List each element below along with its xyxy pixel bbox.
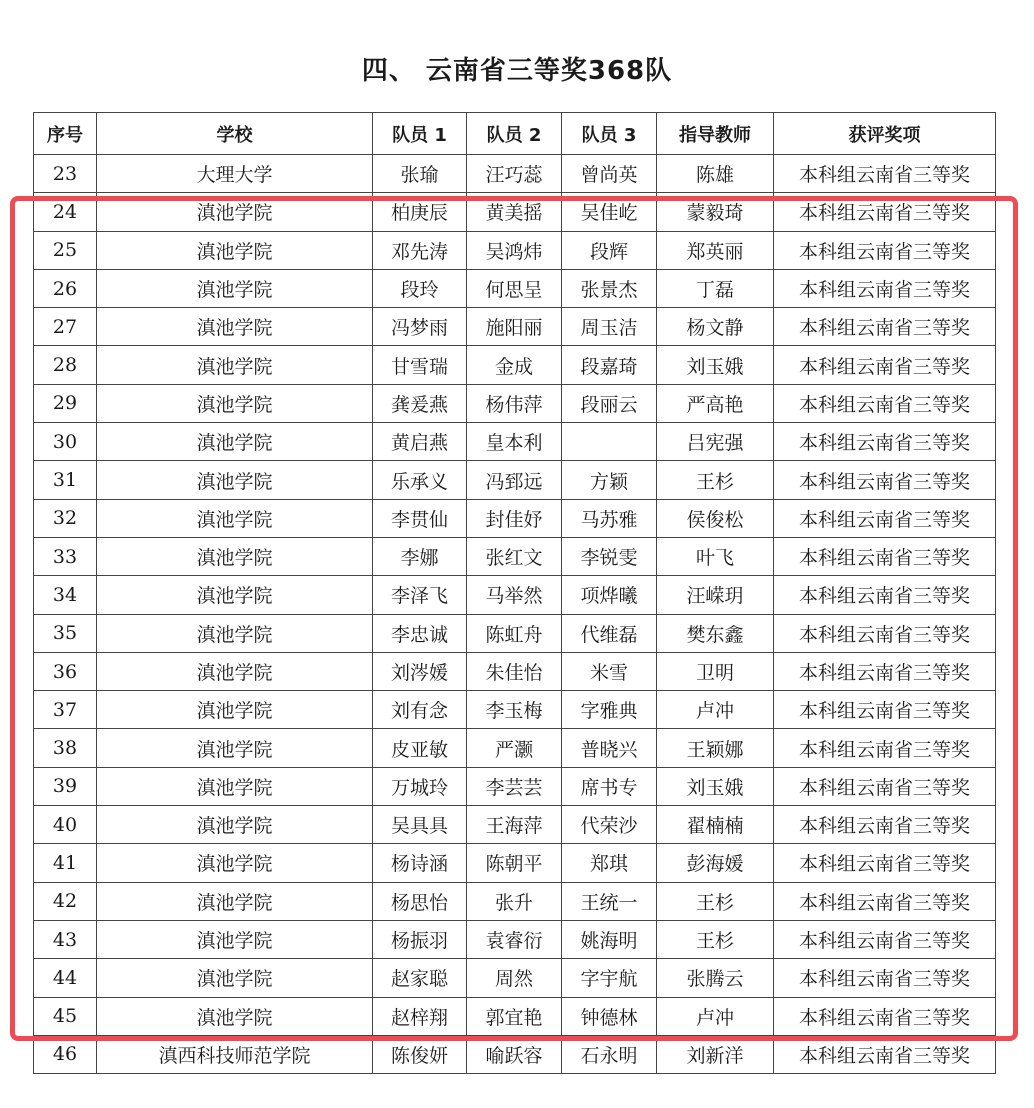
cell-index: 46 — [34, 1035, 97, 1073]
table-row — [34, 461, 996, 499]
cell-advisor: 彭海媛 — [657, 844, 774, 882]
cell-school: 滇池学院 — [97, 193, 373, 231]
cell-advisor: 王杉 — [657, 461, 774, 499]
cell-award: 本科组云南省三等奖 — [774, 767, 996, 805]
cell-member-3: 米雪 — [562, 652, 657, 690]
cell-member-2: 金成 — [467, 346, 562, 384]
cell-award: 本科组云南省三等奖 — [774, 920, 996, 958]
table-row — [34, 806, 996, 844]
cell-award: 本科组云南省三等奖 — [774, 729, 996, 767]
cell-index: 33 — [34, 537, 97, 575]
table-row — [34, 346, 996, 384]
table-row — [34, 423, 996, 461]
cell-advisor: 翟楠楠 — [657, 806, 774, 844]
cell-member-2: 严灏 — [467, 729, 562, 767]
cell-member-1: 冯梦雨 — [373, 308, 467, 346]
cell-award: 本科组云南省三等奖 — [774, 652, 996, 690]
cell-advisor: 卫明 — [657, 652, 774, 690]
cell-member-3: 郑琪 — [562, 844, 657, 882]
cell-member-3: 李锐雯 — [562, 537, 657, 575]
cell-school: 滇池学院 — [97, 499, 373, 537]
cell-member-3 — [562, 423, 657, 461]
cell-advisor: 刘玉娥 — [657, 346, 774, 384]
cell-school: 滇池学院 — [97, 423, 373, 461]
cell-index: 32 — [34, 499, 97, 537]
cell-school: 滇池学院 — [97, 997, 373, 1035]
header-member-2: 队员 2 — [467, 113, 562, 155]
cell-member-2: 陈朝平 — [467, 844, 562, 882]
cell-school: 滇池学院 — [97, 767, 373, 805]
cell-index: 23 — [34, 155, 97, 193]
cell-index: 36 — [34, 652, 97, 690]
table-row — [34, 499, 996, 537]
header-award: 获评奖项 — [774, 113, 996, 155]
cell-award: 本科组云南省三等奖 — [774, 269, 996, 307]
cell-school: 滇池学院 — [97, 308, 373, 346]
cell-member-2: 朱佳怡 — [467, 652, 562, 690]
cell-index: 26 — [34, 269, 97, 307]
cell-member-2: 吴鸿炜 — [467, 231, 562, 269]
cell-member-3: 吴佳屹 — [562, 193, 657, 231]
cell-member-1: 柏庚辰 — [373, 193, 467, 231]
cell-index: 30 — [34, 423, 97, 461]
table-row — [34, 920, 996, 958]
cell-member-1: 杨诗涵 — [373, 844, 467, 882]
cell-award: 本科组云南省三等奖 — [774, 231, 996, 269]
cell-award: 本科组云南省三等奖 — [774, 997, 996, 1035]
cell-member-3: 代荣沙 — [562, 806, 657, 844]
cell-advisor: 严高艳 — [657, 384, 774, 422]
cell-member-1: 李贯仙 — [373, 499, 467, 537]
cell-index: 40 — [34, 806, 97, 844]
cell-index: 43 — [34, 920, 97, 958]
table-body — [34, 155, 996, 1074]
cell-advisor: 吕宪强 — [657, 423, 774, 461]
cell-index: 39 — [34, 767, 97, 805]
cell-award: 本科组云南省三等奖 — [774, 461, 996, 499]
table-row — [34, 844, 996, 882]
cell-member-3: 石永明 — [562, 1035, 657, 1073]
cell-advisor: 王杉 — [657, 882, 774, 920]
cell-member-1: 张瑜 — [373, 155, 467, 193]
cell-index: 29 — [34, 384, 97, 422]
cell-member-2: 施阳丽 — [467, 308, 562, 346]
table-row — [34, 576, 996, 614]
cell-advisor: 王颖娜 — [657, 729, 774, 767]
cell-award: 本科组云南省三等奖 — [774, 614, 996, 652]
cell-award: 本科组云南省三等奖 — [774, 346, 996, 384]
cell-school: 滇池学院 — [97, 882, 373, 920]
cell-award: 本科组云南省三等奖 — [774, 959, 996, 997]
cell-member-1: 皮亚敏 — [373, 729, 467, 767]
cell-member-2: 张红文 — [467, 537, 562, 575]
cell-school: 滇池学院 — [97, 652, 373, 690]
cell-member-1: 刘涔媛 — [373, 652, 467, 690]
page-title: 四、 云南省三等奖368队 — [361, 56, 673, 86]
cell-school: 滇池学院 — [97, 729, 373, 767]
cell-member-3: 字雅典 — [562, 691, 657, 729]
header-index: 序号 — [34, 113, 97, 155]
cell-member-2: 何思呈 — [467, 269, 562, 307]
cell-school: 滇池学院 — [97, 537, 373, 575]
cell-index: 42 — [34, 882, 97, 920]
cell-award: 本科组云南省三等奖 — [774, 537, 996, 575]
cell-school: 滇池学院 — [97, 461, 373, 499]
cell-member-3: 段丽云 — [562, 384, 657, 422]
cell-index: 44 — [34, 959, 97, 997]
cell-advisor: 樊东鑫 — [657, 614, 774, 652]
cell-advisor: 郑英丽 — [657, 231, 774, 269]
cell-school: 滇池学院 — [97, 576, 373, 614]
awards-table — [33, 112, 996, 1074]
table-row — [34, 959, 996, 997]
cell-member-1: 龚爰燕 — [373, 384, 467, 422]
header-advisor: 指导教师 — [657, 113, 774, 155]
cell-advisor: 刘新洋 — [657, 1035, 774, 1073]
cell-member-1: 赵梓翔 — [373, 997, 467, 1035]
cell-school: 滇池学院 — [97, 384, 373, 422]
cell-member-3: 钟德林 — [562, 997, 657, 1035]
table-row — [34, 155, 996, 193]
cell-member-1: 段玲 — [373, 269, 467, 307]
cell-index: 24 — [34, 193, 97, 231]
header-member-3: 队员 3 — [562, 113, 657, 155]
cell-member-3: 王统一 — [562, 882, 657, 920]
table-header-row — [34, 113, 996, 155]
cell-member-1: 乐承义 — [373, 461, 467, 499]
cell-member-2: 张升 — [467, 882, 562, 920]
table-row — [34, 193, 996, 231]
table-row — [34, 997, 996, 1035]
cell-index: 45 — [34, 997, 97, 1035]
cell-award: 本科组云南省三等奖 — [774, 806, 996, 844]
cell-member-1: 甘雪瑞 — [373, 346, 467, 384]
cell-award: 本科组云南省三等奖 — [774, 384, 996, 422]
table-row — [34, 269, 996, 307]
cell-award: 本科组云南省三等奖 — [774, 691, 996, 729]
cell-member-1: 赵家聪 — [373, 959, 467, 997]
table-row — [34, 384, 996, 422]
cell-member-2: 周然 — [467, 959, 562, 997]
cell-member-3: 段辉 — [562, 231, 657, 269]
cell-index: 27 — [34, 308, 97, 346]
cell-member-2: 王海萍 — [467, 806, 562, 844]
cell-school: 滇西科技师范学院 — [97, 1035, 373, 1073]
cell-member-3: 姚海明 — [562, 920, 657, 958]
cell-member-2: 封佳妤 — [467, 499, 562, 537]
cell-member-1: 黄启燕 — [373, 423, 467, 461]
cell-award: 本科组云南省三等奖 — [774, 882, 996, 920]
cell-member-3: 代维磊 — [562, 614, 657, 652]
cell-member-2: 汪巧蕊 — [467, 155, 562, 193]
cell-member-1: 吴具具 — [373, 806, 467, 844]
cell-school: 滇池学院 — [97, 844, 373, 882]
cell-member-2: 杨伟萍 — [467, 384, 562, 422]
cell-index: 25 — [34, 231, 97, 269]
header-member-1: 队员 1 — [373, 113, 467, 155]
cell-member-3: 席书专 — [562, 767, 657, 805]
cell-index: 41 — [34, 844, 97, 882]
cell-member-1: 李泽飞 — [373, 576, 467, 614]
cell-award: 本科组云南省三等奖 — [774, 576, 996, 614]
cell-index: 37 — [34, 691, 97, 729]
cell-school: 滇池学院 — [97, 231, 373, 269]
cell-member-3: 字宇航 — [562, 959, 657, 997]
cell-member-3: 项烨曦 — [562, 576, 657, 614]
cell-award: 本科组云南省三等奖 — [774, 193, 996, 231]
cell-member-3: 普晓兴 — [562, 729, 657, 767]
cell-advisor: 卢冲 — [657, 691, 774, 729]
cell-advisor: 王杉 — [657, 920, 774, 958]
cell-advisor: 汪嵘玥 — [657, 576, 774, 614]
cell-member-1: 李忠诚 — [373, 614, 467, 652]
header-school: 学校 — [97, 113, 373, 155]
cell-member-2: 陈虹舟 — [467, 614, 562, 652]
cell-award: 本科组云南省三等奖 — [774, 155, 996, 193]
cell-advisor: 侯俊松 — [657, 499, 774, 537]
cell-advisor: 丁磊 — [657, 269, 774, 307]
cell-member-2: 袁睿衍 — [467, 920, 562, 958]
cell-award: 本科组云南省三等奖 — [774, 423, 996, 461]
table-row — [34, 882, 996, 920]
cell-member-3: 马苏雅 — [562, 499, 657, 537]
cell-member-1: 陈俊妍 — [373, 1035, 467, 1073]
cell-index: 38 — [34, 729, 97, 767]
cell-member-1: 李娜 — [373, 537, 467, 575]
cell-advisor: 卢冲 — [657, 997, 774, 1035]
cell-school: 滇池学院 — [97, 959, 373, 997]
cell-member-3: 曾尚英 — [562, 155, 657, 193]
cell-school: 大理大学 — [97, 155, 373, 193]
cell-school: 滇池学院 — [97, 614, 373, 652]
cell-award: 本科组云南省三等奖 — [774, 1035, 996, 1073]
cell-advisor: 陈雄 — [657, 155, 774, 193]
cell-index: 35 — [34, 614, 97, 652]
cell-advisor: 叶飞 — [657, 537, 774, 575]
table-row — [34, 231, 996, 269]
table-row — [34, 614, 996, 652]
cell-member-2: 皇本利 — [467, 423, 562, 461]
cell-member-3: 周玉洁 — [562, 308, 657, 346]
cell-advisor: 张腾云 — [657, 959, 774, 997]
cell-index: 31 — [34, 461, 97, 499]
table-row — [34, 729, 996, 767]
cell-school: 滇池学院 — [97, 691, 373, 729]
cell-member-1: 杨振羽 — [373, 920, 467, 958]
cell-award: 本科组云南省三等奖 — [774, 308, 996, 346]
table-row — [34, 652, 996, 690]
cell-member-2: 郭宜艳 — [467, 997, 562, 1035]
cell-member-2: 喻跃容 — [467, 1035, 562, 1073]
cell-member-1: 杨思怡 — [373, 882, 467, 920]
table-row — [34, 1035, 996, 1073]
cell-member-1: 刘有念 — [373, 691, 467, 729]
cell-index: 34 — [34, 576, 97, 614]
cell-member-2: 李玉梅 — [467, 691, 562, 729]
cell-member-2: 冯郅远 — [467, 461, 562, 499]
cell-advisor: 刘玉娥 — [657, 767, 774, 805]
table-row — [34, 767, 996, 805]
cell-member-2: 马举然 — [467, 576, 562, 614]
cell-advisor: 杨文静 — [657, 308, 774, 346]
cell-member-1: 万城玲 — [373, 767, 467, 805]
cell-member-2: 黄美摇 — [467, 193, 562, 231]
cell-member-3: 段嘉琦 — [562, 346, 657, 384]
table-row — [34, 537, 996, 575]
cell-award: 本科组云南省三等奖 — [774, 844, 996, 882]
cell-member-2: 李芸芸 — [467, 767, 562, 805]
cell-award: 本科组云南省三等奖 — [774, 499, 996, 537]
cell-member-3: 张景杰 — [562, 269, 657, 307]
cell-member-3: 方颖 — [562, 461, 657, 499]
cell-school: 滇池学院 — [97, 806, 373, 844]
cell-school: 滇池学院 — [97, 269, 373, 307]
cell-advisor: 蒙毅琦 — [657, 193, 774, 231]
cell-school: 滇池学院 — [97, 346, 373, 384]
cell-index: 28 — [34, 346, 97, 384]
cell-school: 滇池学院 — [97, 920, 373, 958]
cell-member-1: 邓先涛 — [373, 231, 467, 269]
table-row — [34, 308, 996, 346]
table-row — [34, 691, 996, 729]
